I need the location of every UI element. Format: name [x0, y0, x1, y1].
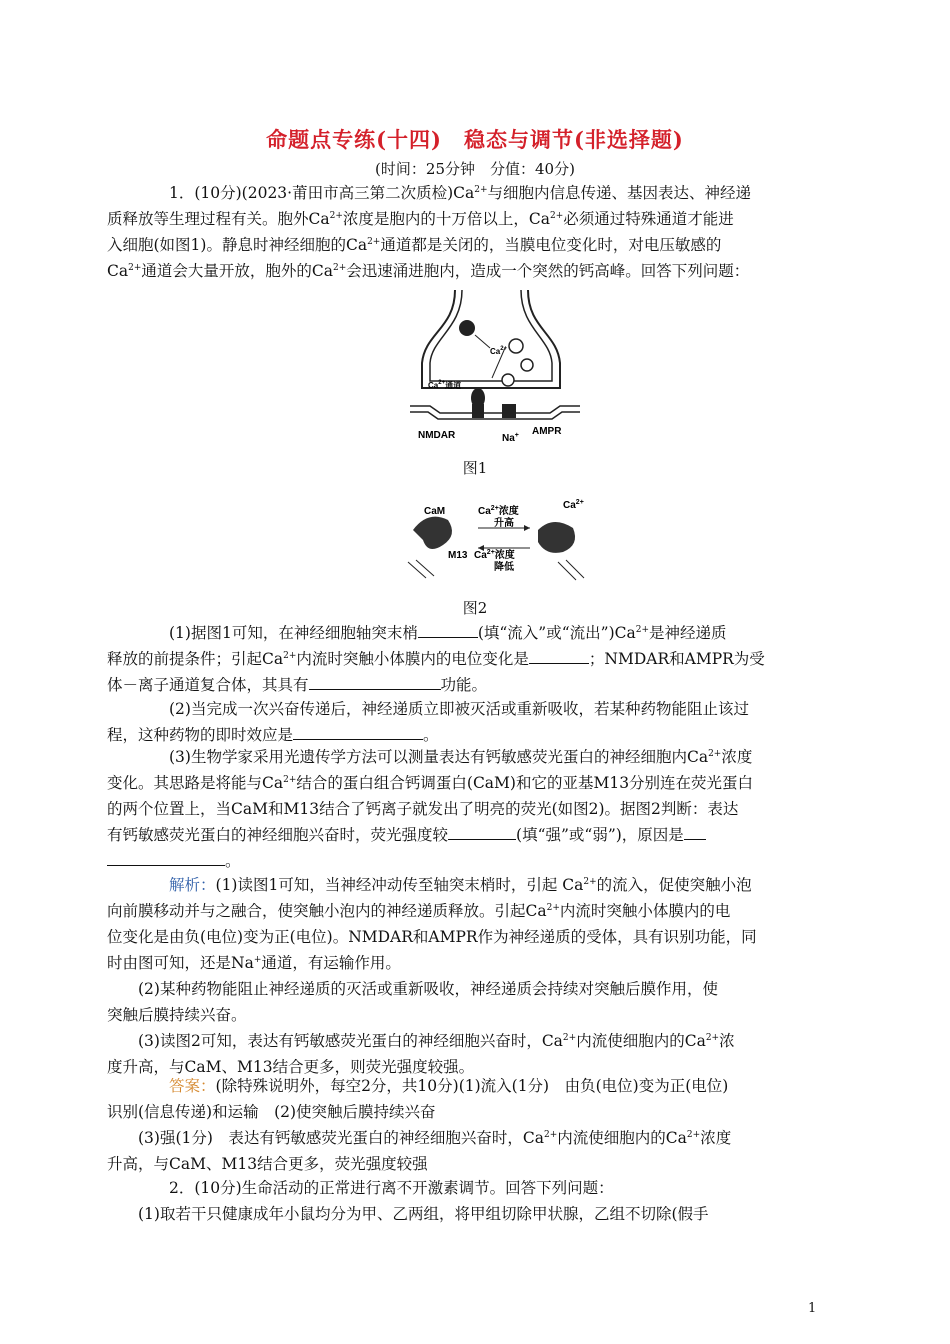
page-title: 命题点专练(十四) 稳态与调节(非选择题)	[266, 127, 684, 152]
figure-2-caption: 图2	[462, 599, 488, 617]
answer-blank	[107, 851, 225, 866]
fig1-label-channel: $Ca^{2+}$通道	[428, 380, 462, 390]
answer-blank	[293, 725, 423, 740]
fig1-label-ca: $Ca^{2+}$	[490, 346, 508, 356]
answer-blank	[448, 825, 516, 840]
fig2-label-decrease-2: 降低	[494, 562, 514, 573]
figure-2-calmodulin-diagram	[398, 490, 608, 590]
q1-intro: 1．(10分)(2023·莆田市高三第二次质检)$Ca^{2+}$与细胞内信息传递、基因表达、神经递 质释放等生理过程有关。胞外$Ca^{2+}$浓度是胞内的十万倍以上，$Ca^{2+}$必须通过特殊通道才能进 入细胞(如图1)。静息时神经细胞的$Ca^{2+}$通道都是关闭的，当膜电位变化时，对电压敏感的 $Ca^{2+}$通道会大量开放，胞外的$Ca^{2+}$会迅速涌进胞内，造成一个突然的钙高峰。回答下列问题：	[107, 184, 752, 280]
analysis-label: 解析：	[169, 876, 216, 894]
fig2-label-increase-2: 升高	[494, 518, 514, 529]
answer-blank	[684, 825, 706, 840]
q1-sub3: (3)生物学家采用光遗传学方法可以测量表达有钙敏感荧光蛋白的神经细胞内$Ca^{2+}$浓度 变化。其思路是将能与$Ca^{2+}$结合的蛋白组合钙调蛋白(CaM)和它的亚基M13分别连在荧光蛋白 的两个位置上，当CaM和M13结合了钙离子就发出了明亮的荧光(如图2)。据图2判断：表达 有钙敏感荧光蛋白的神经细胞兴奋时，荧光强度较 (填“强”或“弱”)，原因是 。	[107, 748, 754, 870]
fig2-label-ca: $Ca^{2+}$	[563, 499, 584, 511]
fig1-label-nmdar: NMDAR	[418, 430, 456, 441]
fig2-label-cam: CaM	[424, 506, 446, 517]
fig2-label-increase: $Ca^{2+}$浓度	[478, 505, 519, 517]
answer-blank	[529, 649, 589, 664]
answer-block: 答案：(除特殊说明外，每空2分，共10分)(1)流入(1分) 由负(电位)变为正(电位) 识别(信息传递)和运输 (2)使突触后膜持续兴奋 (3)强(1分) 表达有钙敏感荧光蛋白的神经细胞兴奋时，$Ca^{2+}$内流使细胞内的$Ca^{2+}$浓度 升高，与CaM、M13结合更多，荧光强度较强	[107, 1077, 732, 1173]
answer-label: 答案：	[169, 1077, 216, 1095]
fig1-label-na: Na+	[502, 432, 519, 444]
analysis-block: 解析：(1)读图1可知，当神经冲动传至轴突末梢时，引起 $Ca^{2+}$的流入，促使突触小泡 向前膜移动并与之融合，使突触小泡内的神经递质释放。引起$Ca^{2+}$内流时突触小体膜内的电 位变化是由负(电位)变为正(电位)。NMDAR和AMPR作为神经递质的受体，具有识别功能，同 时由图可知，还是Na+通道，有运输作用。 (2)某种药物能阻止神经递质的灭活或重新吸收，神经递质会持续对突触后膜作用，使 突触后膜持续兴奋。 (3)读图2可知，表达有钙敏感荧光蛋白的神经细胞兴奋时，$Ca^{2+}$内流使细胞内的$Ca^{2+}$浓 度升高，与CaM、M13结合更多，则荧光强度较强。	[107, 876, 757, 1076]
time-score-note: (时间：25分钟 分值：40分)	[375, 160, 575, 178]
figure-1-synapse-diagram	[410, 288, 580, 448]
answer-blank	[309, 675, 441, 690]
fig1-label-ampr: AMPR	[532, 426, 562, 437]
q2-block: 2．(10分)生命活动的正常进行离不开激素调节。回答下列问题： (1)取若干只健康成年小鼠均分为甲、乙两组，将甲组切除甲状腺，乙组不切除(假手	[138, 1179, 709, 1223]
fig2-label-m13: M13	[448, 550, 468, 561]
q1-sub2: (2)当完成一次兴奋传递后，神经递质立即被灭活或重新吸收，若某种药物能阻止该过 程，这种药物的即时效应是 。	[107, 700, 749, 744]
page-number: 1	[808, 1301, 817, 1316]
q1-sub1: (1)据图1可知，在神经细胞轴突末梢 (填“流入”或“流出$”)Ca^{2+}$是神经递质 释放的前提条件；引起$Ca^{2+}$内流时突触小体膜内的电位变化是 ；NMDAR和AMPR为受 体－离子通道复合体，其具有 功能。	[107, 624, 765, 694]
figure-1-caption: 图1	[462, 459, 488, 477]
answer-blank	[418, 623, 478, 638]
fig2-label-decrease: $Ca^{2+}$浓度	[474, 549, 515, 561]
